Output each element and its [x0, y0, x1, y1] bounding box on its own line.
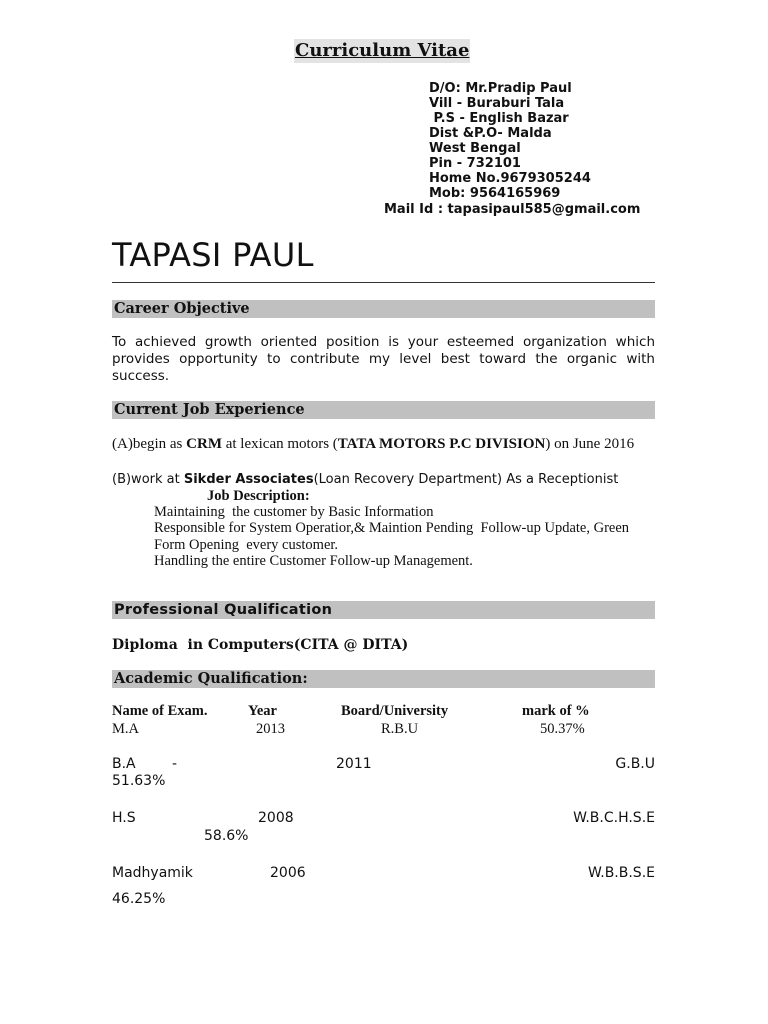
- document-title: Curriculum Vitae: [295, 40, 470, 61]
- section-label: Professional Qualification: [114, 602, 333, 618]
- academic-header-year: Year: [248, 703, 277, 719]
- academic-row-board: G.B.U: [615, 756, 655, 772]
- job-description-heading: Job Description:: [207, 488, 310, 504]
- academic-row-year: 2011: [336, 756, 372, 772]
- academic-row-board: W.B.B.S.E: [588, 865, 655, 881]
- section-header-professional: [112, 601, 655, 619]
- academic-row-exam: H.S: [112, 810, 136, 826]
- academic-row-board: W.B.C.H.S.E: [573, 810, 655, 826]
- job-a-prefix: (A)begin as: [112, 436, 187, 452]
- academic-row-year: 2008: [258, 810, 294, 826]
- address-line: Mob: 9564165969: [429, 186, 561, 201]
- academic-row-exam: B.A: [112, 756, 136, 772]
- academic-row-exam: M.A: [112, 721, 139, 737]
- section-header-academic: [112, 670, 655, 688]
- address-line: Home No.9679305244: [429, 171, 591, 186]
- objective-text: To achieved growth oriented position is your esteemed organization which provides opportunity to contribute my level best toward the organic with success.: [112, 334, 655, 384]
- job-b-suffix: (Loan Recovery Department) As a Receptionist: [313, 472, 619, 487]
- academic-row-mark: 51.63%: [112, 773, 166, 789]
- academic-row-mark: 46.25%: [112, 891, 166, 907]
- academic-row-dash: -: [172, 756, 178, 772]
- address-line: Pin - 732101: [429, 156, 521, 171]
- academic-row-year: 2006: [270, 865, 306, 881]
- address-line: Dist &P.O- Malda: [429, 126, 552, 141]
- address-line: P.S - English Bazar: [429, 111, 569, 126]
- mail-id: Mail Id : tapasipaul585@gmail.com: [384, 202, 641, 217]
- job-description-line: Form Opening every customer.: [154, 537, 339, 553]
- academic-row-board: R.B.U: [381, 721, 419, 737]
- section-label: Current Job Experience: [114, 401, 305, 418]
- section-label: Academic Qualification:: [114, 670, 308, 687]
- academic-row-year: 2013: [256, 721, 285, 737]
- academic-row-mark: 50.37%: [540, 721, 585, 737]
- job-description-line: Handling the entire Customer Follow-up Management.: [154, 553, 473, 569]
- name-divider: [112, 282, 655, 283]
- job-a: [112, 436, 634, 453]
- job-b: [112, 472, 618, 487]
- section-label: Career Objective: [114, 300, 250, 317]
- job-description-line: Responsible for System Operatior,& Maintion Pending Follow-up Update, Green: [154, 520, 630, 536]
- academic-row-mark: 58.6%: [204, 828, 249, 844]
- section-header-career-objective: [112, 300, 655, 318]
- job-a-role: CRM: [186, 436, 222, 452]
- address-line: D/O: Mr.Pradip Paul: [429, 81, 572, 96]
- address-line: Vill - Buraburi Tala: [429, 96, 565, 111]
- job-a-suffix: ) on June 2016: [545, 436, 635, 452]
- address-line: West Bengal: [429, 141, 521, 156]
- section-header-current-job: [112, 401, 655, 419]
- academic-header-exam: Name of Exam.: [112, 703, 208, 719]
- academic-row-exam: Madhyamik: [112, 865, 193, 881]
- academic-header-board: Board/University: [341, 703, 449, 719]
- job-b-company: Sikder Associates: [183, 472, 314, 487]
- academic-header-mark: mark of %: [522, 703, 590, 719]
- job-b-prefix: (B)work at: [112, 472, 184, 487]
- professional-text: Diploma in Computers(CITA @ DITA): [112, 637, 409, 653]
- job-a-mid: at lexican motors (: [221, 436, 338, 452]
- applicant-name: TAPASI PAUL: [112, 236, 314, 274]
- job-description-line: Maintaining the customer by Basic Information: [154, 504, 434, 520]
- job-a-company: TATA MOTORS P.C DIVISION: [337, 436, 546, 452]
